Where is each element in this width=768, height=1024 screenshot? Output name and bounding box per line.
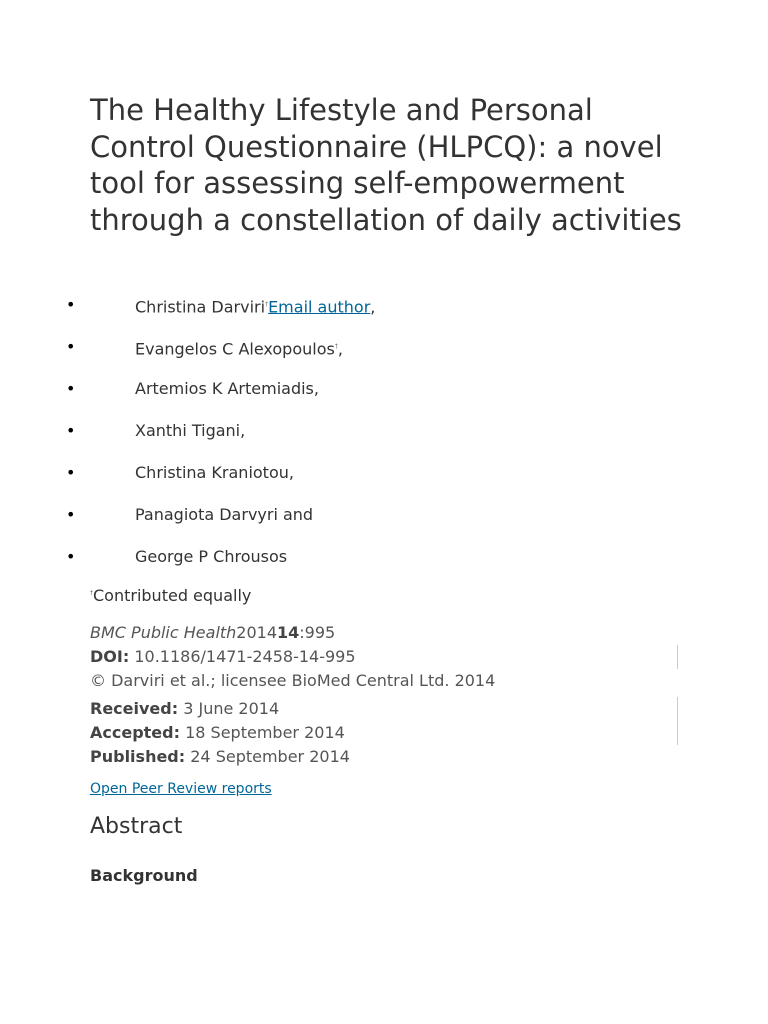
- published-date: Published: 24 September 2014: [90, 747, 350, 766]
- contrib-mark: †: [334, 343, 338, 350]
- author-name: Panagiota Darvyri and: [135, 505, 314, 524]
- doi-label: DOI:: [90, 647, 130, 666]
- doi: [90, 645, 356, 669]
- bullet-icon: •: [66, 463, 76, 482]
- citation-year: 2014: [236, 623, 278, 642]
- author-item: [0, 452, 768, 494]
- doi-value: 10.1186/1471-2458-14-995: [134, 647, 356, 666]
- background-heading: Background: [90, 866, 198, 885]
- author-list: [0, 284, 768, 578]
- author-name: Christina Kraniotou,: [135, 463, 294, 482]
- bullet-icon: •: [66, 421, 76, 440]
- divider: [677, 697, 678, 745]
- bullet-icon: •: [66, 337, 76, 356]
- author-name: Xanthi Tigani,: [135, 421, 246, 440]
- contrib-mark: †: [90, 589, 93, 597]
- citation: [90, 621, 335, 645]
- author-item: [0, 326, 768, 368]
- bullet-icon: •: [66, 505, 76, 524]
- author-item: [0, 410, 768, 452]
- journal-name: BMC Public Health: [90, 623, 237, 642]
- accepted-date: Accepted: 18 September 2014: [90, 723, 345, 742]
- contrib-mark: †: [265, 301, 269, 308]
- author-name: Evangelos C Alexopoulos†,: [135, 339, 343, 359]
- bullet-icon: •: [66, 379, 76, 398]
- author-item: [0, 494, 768, 536]
- received-date: Received: 3 June 2014: [90, 699, 280, 718]
- author-name: George P Chrousos: [135, 547, 288, 566]
- divider: [677, 645, 678, 669]
- author-name: Christina Darviri†Email author,: [135, 297, 376, 317]
- bullet-icon: •: [66, 295, 76, 314]
- bullet-icon: •: [66, 547, 76, 566]
- citation-article: :995: [299, 623, 336, 642]
- citation-volume: 14: [277, 623, 300, 642]
- contributed-note: †Contributed equally: [90, 586, 252, 605]
- email-author-link[interactable]: Email author: [268, 297, 371, 317]
- article-title: The Healthy Lifestyle and Personal Control Questionnaire (HLPCQ): a novel tool for assessing self-empowerment through a constellation of daily activities: [90, 93, 682, 237]
- author-item: [0, 368, 768, 410]
- author-item: [0, 284, 768, 326]
- author-name: Artemios K Artemiadis,: [135, 379, 319, 398]
- abstract-heading: Abstract: [90, 814, 183, 839]
- copyright: © Darviri et al.; licensee BioMed Central Ltd. 2014: [90, 671, 496, 690]
- author-item: [0, 536, 768, 578]
- open-peer-review-link[interactable]: Open Peer Review reports: [90, 781, 272, 797]
